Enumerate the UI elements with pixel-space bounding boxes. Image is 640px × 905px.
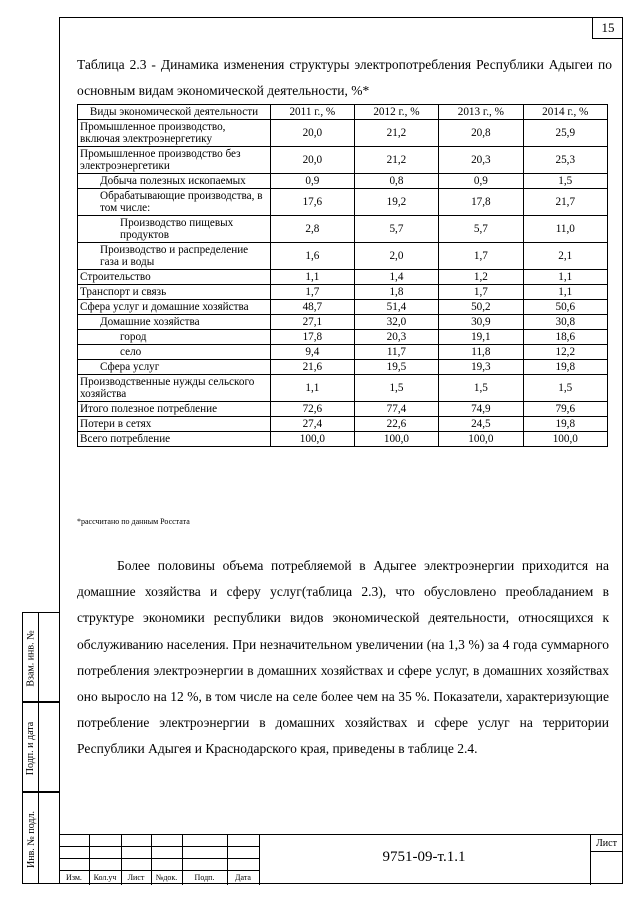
row-value: 2,1 [523,243,607,270]
row-value: 2,8 [271,216,355,243]
table-footnote: *рассчитано по данным Росстата [77,517,190,526]
row-value: 1,1 [523,285,607,300]
table-row [78,375,608,402]
table-row [78,243,608,270]
row-value: 24,5 [439,417,523,432]
row-label: село [78,345,271,360]
row-label: Всего потребление [78,432,271,447]
stamp-col-docnum: №док. [155,873,178,882]
row-value: 50,2 [439,300,523,315]
row-value: 21,2 [354,147,438,174]
row-value: 1,1 [271,375,355,402]
row-value: 1,7 [439,243,523,270]
stamp-col-signature: Подп. [194,873,215,882]
side-box-inventory [22,792,59,884]
row-value: 1,4 [354,270,438,285]
row-value: 74,9 [439,402,523,417]
row-value: 50,6 [523,300,607,315]
table-row [78,432,608,447]
row-value: 21,2 [354,120,438,147]
stamp-col-change: Изм. [66,873,82,882]
row-value: 18,6 [523,330,607,345]
body-paragraph: Более половины объема потребляемой в Адыгее электроэнергии приходится на домашние хозяйства и сферу услуг(таблица 2.3), что обусловлено преобладанием в структуре экономики республики видов экономической деятельности, относящихся к обслуживанию населения. При незначительном увеличении (на 1,3 %) за 4 года суммарного потребления электроэнергии в домашних хозяйствах и сфере услуг, в домашних хозяйствах оно выросло на 12 %, в том числе на селе более чем на 35 %. Показатели, характеризующие потребление электроэнергии в домашних хозяйствах и сфере услуг на территории Республики Адыгея и Краснодарского края, приведены в таблице 2.4. [77,558,609,757]
row-value: 20,0 [271,120,355,147]
header-activity: Виды экономической деятельности [78,105,271,120]
row-value: 100,0 [439,432,523,447]
row-value: 72,6 [271,402,355,417]
table-row [78,360,608,375]
table-row [78,402,608,417]
row-value: 19,8 [523,360,607,375]
row-value: 51,4 [354,300,438,315]
row-label: Сфера услуг и домашние хозяйства [78,300,271,315]
table-row [78,270,608,285]
row-label: Сфера услуг [78,360,271,375]
row-value: 21,6 [271,360,355,375]
row-value: 77,4 [354,402,438,417]
table-body [78,120,608,447]
row-label: Промышленное производство, включая электроэнергетику [78,120,271,147]
table-row [78,120,608,147]
row-label: Производственные нужды сельского хозяйства [78,375,271,402]
row-value: 0,9 [439,174,523,189]
table-row [78,285,608,300]
row-value: 1,5 [523,375,607,402]
row-label: Производство и распределение газа и воды [78,243,271,270]
stamp-col-count: Кол.уч [93,873,117,882]
row-value: 27,1 [271,315,355,330]
header-year: 2013 г., % [439,105,523,120]
side-label-inventory: Инв. № подл. [25,810,37,868]
row-value: 100,0 [354,432,438,447]
row-value: 12,2 [523,345,607,360]
table-caption: Таблица 2.3 - Динамика изменения структуры электропотребления Республики Адыгеи по основным видам экономической деятельности, %* [77,57,612,98]
row-value: 27,4 [271,417,355,432]
row-value: 19,8 [523,417,607,432]
row-value: 21,7 [523,189,607,216]
row-value: 19,3 [439,360,523,375]
row-value: 22,6 [354,417,438,432]
row-value: 1,5 [523,174,607,189]
header-year: 2011 г., % [271,105,355,120]
table-row [78,300,608,315]
row-value: 25,9 [523,120,607,147]
row-value: 25,3 [523,147,607,174]
table-row [78,417,608,432]
row-value: 100,0 [523,432,607,447]
row-value: 1,7 [439,285,523,300]
row-value: 2,0 [354,243,438,270]
row-label: Добыча полезных ископаемых [78,174,271,189]
row-value: 11,0 [523,216,607,243]
document-code: 9751-09-т.1.1 [382,849,466,865]
table-row [78,174,608,189]
row-value: 19,5 [354,360,438,375]
row-value: 1,5 [354,375,438,402]
row-value: 20,3 [354,330,438,345]
row-value: 17,8 [271,330,355,345]
table-row [78,345,608,360]
row-value: 20,8 [439,120,523,147]
row-label: Итого полезное потребление [78,402,271,417]
row-label: город [78,330,271,345]
header-year: 2014 г., % [523,105,607,120]
row-label: Потери в сетях [78,417,271,432]
row-label: Обрабатывающие производства, в том числе: [78,189,271,216]
row-value: 1,5 [439,375,523,402]
row-value: 11,7 [354,345,438,360]
table-row [78,315,608,330]
row-value: 17,8 [439,189,523,216]
row-value: 48,7 [271,300,355,315]
row-value: 79,6 [523,402,607,417]
row-label: Производство пищевых продуктов [78,216,271,243]
row-value: 5,7 [439,216,523,243]
stamp-col-date: Дата [235,873,251,882]
table-row [78,147,608,174]
row-value: 1,7 [271,285,355,300]
table-row [78,216,608,243]
sheet-label: Лист [596,838,617,849]
row-value: 100,0 [271,432,355,447]
row-value: 11,8 [439,345,523,360]
consumption-structure-table [77,104,608,447]
row-value: 17,6 [271,189,355,216]
row-value: 30,8 [523,315,607,330]
side-box-replacement [22,612,59,702]
row-value: 19,1 [439,330,523,345]
side-label-replacement: Взам. инв. № [25,629,37,687]
row-value: 0,8 [354,174,438,189]
side-label-signature: Подп. и дата [25,721,37,775]
row-value: 20,0 [271,147,355,174]
table-row [78,330,608,345]
row-label: Промышленное производство без электроэнергетики [78,147,271,174]
side-box-signature [22,702,59,792]
row-label: Домашние хозяйства [78,315,271,330]
row-value: 1,6 [271,243,355,270]
row-label: Транспорт и связь [78,285,271,300]
page-number: 15 [592,17,623,39]
row-value: 1,1 [523,270,607,285]
row-value: 1,1 [271,270,355,285]
row-value: 5,7 [354,216,438,243]
row-value: 20,3 [439,147,523,174]
row-value: 0,9 [271,174,355,189]
table-header-row [78,105,608,120]
row-label: Строительство [78,270,271,285]
table-row [78,189,608,216]
row-value: 1,8 [354,285,438,300]
row-value: 30,9 [439,315,523,330]
row-value: 19,2 [354,189,438,216]
body-text [77,553,609,763]
row-value: 32,0 [354,315,438,330]
header-year: 2012 г., % [354,105,438,120]
row-value: 1,2 [439,270,523,285]
row-value: 9,4 [271,345,355,360]
stamp-col-sheet: Лист [127,873,145,882]
title-block [59,834,623,884]
